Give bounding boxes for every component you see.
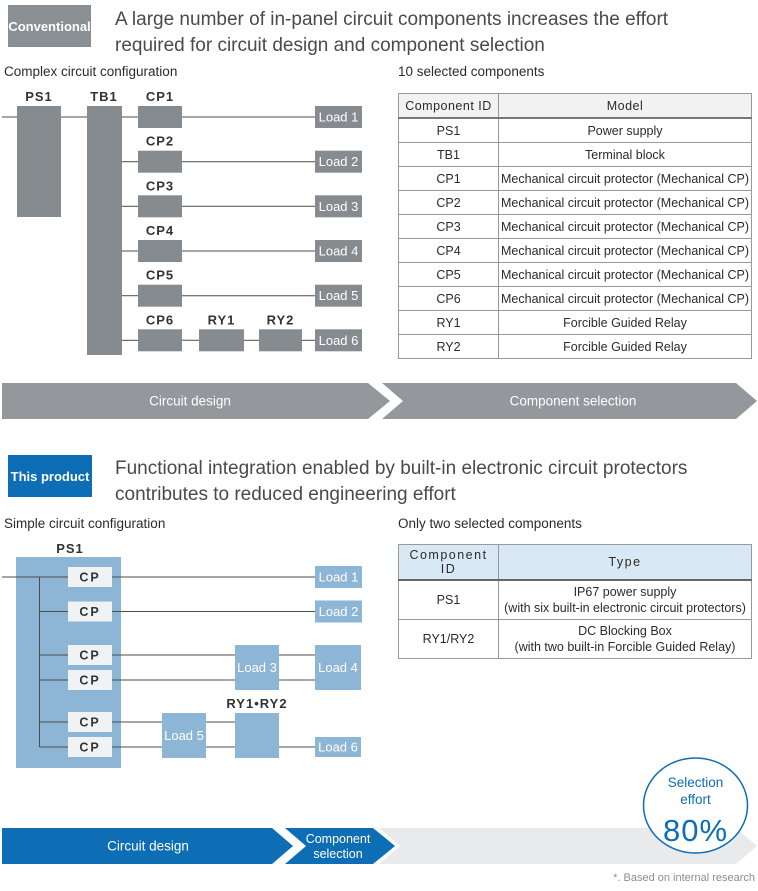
cp3-box — [138, 195, 182, 217]
table-row — [399, 620, 752, 659]
load4-text: Load 4 — [318, 243, 359, 259]
table1-header-model: Model — [499, 94, 752, 119]
cell-model: Mechanical circuit protector (Mechanical CP) — [499, 287, 752, 311]
cell-model: Mechanical circuit protector (Mechanical CP) — [499, 167, 752, 191]
cell-id: RY2 — [399, 335, 499, 359]
complex-diagram-label: Complex circuit configuration — [4, 64, 178, 79]
load5-text: Load 5 — [164, 728, 204, 743]
section1-heading-line2: required for circuit design and component selection — [115, 35, 545, 56]
table-row — [399, 287, 752, 311]
cell-model: Mechanical circuit protector (Mechanical CP) — [499, 263, 752, 287]
conventional-badge: Conventional — [8, 5, 91, 47]
effort-circle-line1: Selection — [667, 775, 724, 790]
circuit-design-text: Circuit design — [107, 838, 189, 854]
ry1-box — [199, 329, 244, 351]
tb1-label: TB1 — [90, 89, 118, 104]
section1-heading — [115, 7, 758, 59]
cell-model: Power supply — [499, 118, 752, 143]
cp-text-3: CP — [79, 648, 101, 663]
cell-id: CP4 — [399, 239, 499, 263]
table-row — [399, 311, 752, 335]
cell-type — [499, 580, 752, 620]
simple-circuit-diagram — [0, 540, 380, 775]
load6-text: Load 6 — [318, 332, 359, 348]
cp-text-2: CP — [79, 605, 101, 619]
ry-box — [235, 713, 279, 758]
load3-text: Load 3 — [237, 660, 277, 675]
complex-circuit-diagram — [0, 85, 380, 370]
table-header-row — [399, 94, 752, 119]
cell-id: CP6 — [399, 287, 499, 311]
component-selection-text-line2: selection — [313, 847, 363, 861]
table2-header-type: Type — [499, 545, 752, 581]
section2-heading-line1: Functional integration enabled by built-in electronic circuit protectors — [115, 458, 688, 479]
cp6-label: CP6 — [145, 312, 175, 328]
effort-circle-value: 80% — [662, 813, 729, 848]
table2-header-id: Component ID — [399, 545, 499, 581]
cell-id: PS1 — [399, 580, 499, 620]
section1-heading-line1: A large number of in-panel circuit components increases the effort — [115, 9, 669, 30]
process-banner-conventional — [0, 383, 758, 419]
load5-text: Load 5 — [318, 288, 359, 304]
ps1-label: PS1 — [56, 541, 84, 556]
cp3-label: CP3 — [145, 178, 175, 194]
cell-id: RY1/RY2 — [399, 620, 499, 659]
cp-text-5: CP — [79, 715, 101, 730]
table-row — [399, 143, 752, 167]
table-row — [399, 580, 752, 620]
this-product-badge: This product — [8, 455, 92, 497]
load2-text: Load 2 — [318, 604, 359, 619]
cell-id: PS1 — [399, 118, 499, 143]
cp4-box — [138, 240, 182, 262]
cell-model: Forcible Guided Relay — [499, 311, 752, 335]
table-row — [399, 263, 752, 287]
table-row — [399, 239, 752, 263]
cp4-label: CP4 — [145, 223, 175, 238]
table-row — [399, 215, 752, 239]
ry2-label: RY2 — [266, 312, 295, 328]
simple-diagram-label: Simple circuit configuration — [4, 516, 166, 531]
section2-heading-line2: contributes to reduced engineering effort — [115, 484, 456, 505]
cell-id: CP5 — [399, 263, 499, 287]
table-row — [399, 167, 752, 191]
cell-type-line2: (with two built-in Forcible Guided Relay) — [514, 640, 736, 654]
component-selection-text: Component selection — [509, 393, 637, 409]
ps1-box — [17, 106, 61, 217]
table2-label: Only two selected components — [398, 516, 582, 531]
cell-id: CP1 — [399, 167, 499, 191]
cp-text-6: CP — [79, 740, 101, 755]
table-row — [399, 118, 752, 143]
section2-heading — [115, 456, 758, 508]
components-table-conventional — [398, 93, 752, 359]
cp5-box — [138, 285, 182, 307]
cell-type-line2: (with six built-in electronic circuit protectors) — [504, 601, 746, 615]
table-row — [399, 335, 752, 359]
load6-text: Load 6 — [318, 739, 358, 755]
cell-model: Forcible Guided Relay — [499, 335, 752, 359]
cell-id: TB1 — [399, 143, 499, 167]
table-row — [399, 191, 752, 215]
cp1-label: CP1 — [145, 89, 175, 104]
cell-type-line1: IP67 power supply — [573, 585, 677, 599]
ry-label: RY1•RY2 — [226, 696, 288, 711]
cell-id: RY1 — [399, 311, 499, 335]
components-table-product — [398, 544, 752, 659]
cell-model: Terminal block — [499, 143, 752, 167]
load4-text: Load 4 — [318, 660, 358, 675]
cell-model: Mechanical circuit protector (Mechanical CP) — [499, 215, 752, 239]
cell-id: CP2 — [399, 191, 499, 215]
cp2-label: CP2 — [145, 133, 175, 149]
load1-text: Load 1 — [318, 569, 359, 585]
load2-text: Load 2 — [318, 154, 359, 170]
cp-text-1: CP — [79, 570, 101, 585]
load3-text: Load 3 — [318, 198, 359, 214]
load1-text: Load 1 — [318, 109, 359, 125]
cp5-label: CP5 — [145, 267, 175, 283]
cp2-box — [138, 151, 182, 173]
effort-circle-line2: effort — [680, 792, 711, 807]
ry2-box — [259, 329, 302, 351]
table1-header-id: Component ID — [399, 94, 499, 119]
ps1-label: PS1 — [25, 89, 53, 104]
footnote: *. Based on internal research — [613, 872, 755, 884]
cell-model: Mechanical circuit protector (Mechanical CP) — [499, 239, 752, 263]
cell-id: CP3 — [399, 215, 499, 239]
cp-text-4: CP — [79, 673, 101, 688]
cell-model: Mechanical circuit protector (Mechanical CP) — [499, 191, 752, 215]
cp1-box — [138, 106, 182, 128]
component-selection-text-line1: Component — [305, 832, 371, 846]
circuit-design-text: Circuit design — [149, 393, 231, 409]
table1-label: 10 selected components — [398, 64, 545, 79]
selection-effort-circle — [638, 753, 756, 859]
tb1-box — [87, 106, 122, 355]
cell-type-line1: DC Blocking Box — [578, 624, 672, 638]
cell-type — [499, 620, 752, 659]
cp6-box — [138, 329, 182, 351]
table-header-row — [399, 545, 752, 581]
ry1-label: RY1 — [207, 312, 236, 328]
